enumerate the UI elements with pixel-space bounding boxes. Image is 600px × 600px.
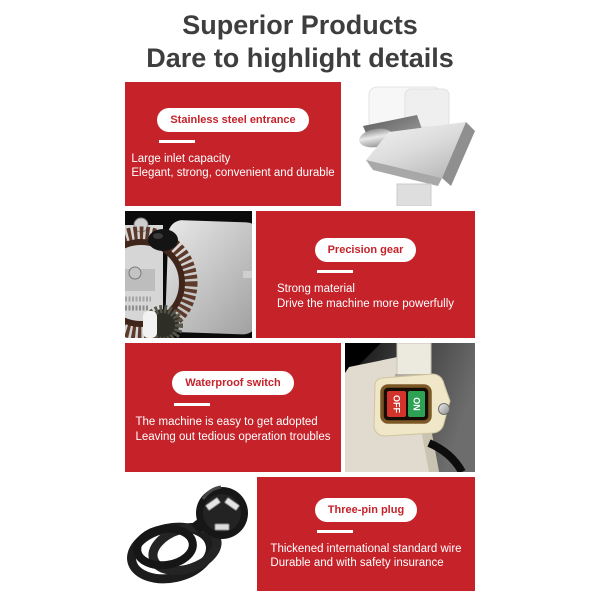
feature-badge: Three-pin plug xyxy=(315,498,417,522)
feature-card-three-pin-plug xyxy=(257,477,475,591)
badge-underline xyxy=(159,140,195,143)
page-title xyxy=(0,0,600,75)
feature-section-precision-gear xyxy=(125,211,475,338)
feature-line: Elegant, strong, convenient and durable xyxy=(131,167,335,179)
product-photo-switch xyxy=(345,343,475,472)
feature-section-waterproof-switch xyxy=(125,343,475,472)
badge-underline xyxy=(317,270,353,273)
feature-line: Drive the machine more powerfully xyxy=(276,297,455,310)
feature-line: Thickened international standard wire xyxy=(270,542,462,555)
page-title-line1: Superior Products xyxy=(182,10,418,40)
feature-line: Leaving out tedious operation troubles xyxy=(135,430,331,443)
feature-line: The machine is easy to get adopted xyxy=(135,416,318,428)
feature-card-waterproof-switch xyxy=(125,343,341,472)
feature-line: Strong material xyxy=(276,283,355,295)
switch-off-label: OFF xyxy=(391,395,402,413)
feature-card-stainless-steel-entrance xyxy=(125,82,341,206)
feature-section-three-pin-plug xyxy=(125,477,475,591)
badge-underline xyxy=(174,403,210,406)
feature-section-stainless-steel-entrance xyxy=(125,82,475,206)
gear-illustration xyxy=(125,211,252,338)
feature-sections xyxy=(125,82,475,591)
badge-underline xyxy=(317,530,353,533)
switch-illustration xyxy=(345,343,475,472)
feature-card-precision-gear xyxy=(256,211,475,338)
feature-badge: Waterproof switch xyxy=(172,371,294,395)
product-photo-plug xyxy=(125,477,253,591)
feature-badge: Precision gear xyxy=(315,238,417,262)
switch-on-label: ON xyxy=(411,397,422,411)
feature-line: Large inlet capacity xyxy=(131,152,231,165)
page-title-line2: Dare to highlight details xyxy=(146,43,454,73)
feature-line: Durable and with safety insurance xyxy=(270,557,444,569)
product-photo-gear xyxy=(125,211,252,338)
plug-illustration xyxy=(125,477,253,591)
hopper-illustration xyxy=(345,82,475,206)
product-photo-hopper xyxy=(345,82,475,206)
feature-badge: Stainless steel entrance xyxy=(157,108,308,132)
